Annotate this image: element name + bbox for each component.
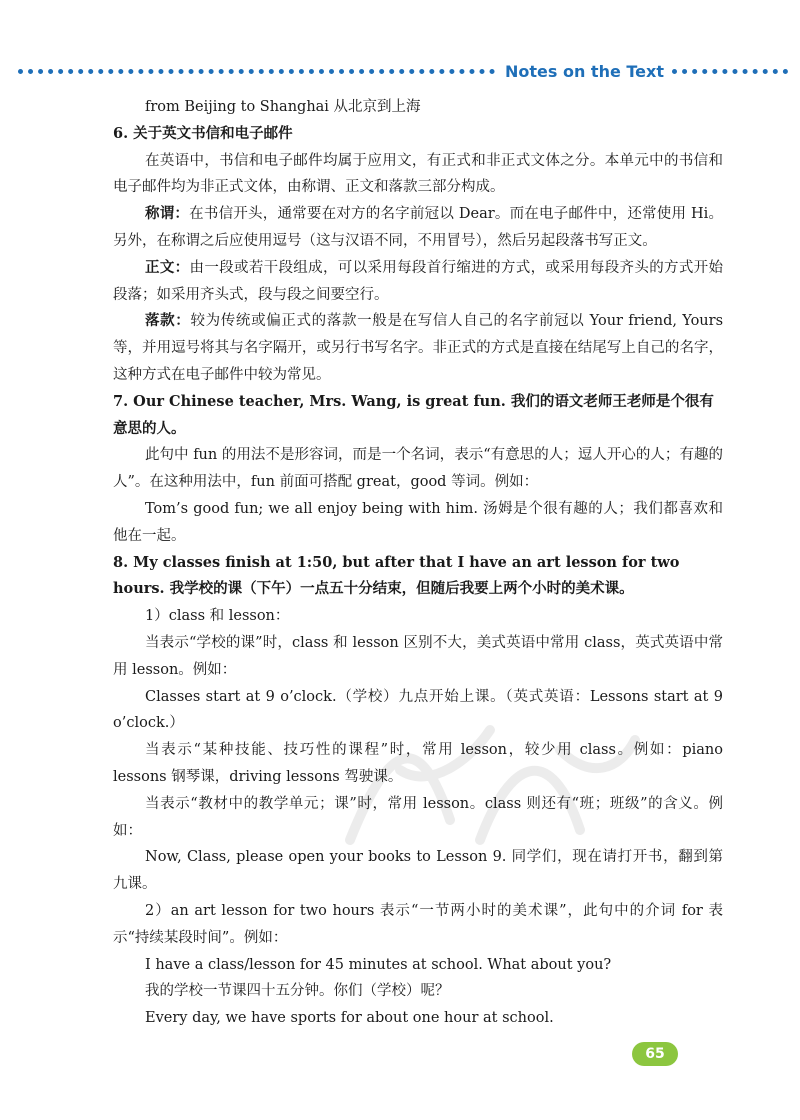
paragraph: 当表示“教材中的教学单元；课”时，常用 lesson。class 则还有“班；班级”的含义。例如： — [113, 795, 723, 839]
term-label: 落款： — [145, 312, 191, 330]
example-line: Tom’s good fun; we all enjoy being with him. 汤姆是个很有趣的人；我们都喜欢和他在一起。 — [113, 500, 723, 544]
paragraph — [113, 308, 723, 388]
term-label: 称谓： — [145, 205, 190, 223]
section-heading-7: 7. Our Chinese teacher, Mrs. Wang, is great fun. 我们的语文老师王老师是个很有意思的人。 — [113, 392, 714, 437]
header-dotted-rule-left — [18, 69, 495, 74]
running-header — [18, 58, 788, 84]
paragraph: 此句中 fun 的用法不是形容词，而是一个名词，表示“有意思的人；逗人开心的人；有趣的人”。在这种用法中，fun 前面可搭配 great，good 等词。例如： — [113, 447, 723, 491]
paragraph: 1）class 和 lesson： — [145, 608, 290, 625]
example-line: 我的学校一节课四十五分钟。你们（学校）呢？ — [145, 983, 450, 1000]
example-line: from Beijing to Shanghai 从北京到上海 — [145, 99, 421, 115]
term-text: 在书信开头，通常要在对方的名字前冠以 Dear。而在电子邮件中，还常使用 Hi。另外，在称谓之后应使用逗号（这与汉语不同，不用冒号），然后另起段落书写正文。 — [113, 206, 724, 249]
paragraph: 在英语中，书信和电子邮件均属于应用文，有正式和非正式文体之分。本单元中的书信和电子邮件均为非正式文体，由称谓、正文和落款三部分构成。 — [113, 152, 723, 196]
paragraph: 2）an art lesson for two hours 表示“一节两小时的美术课”，此句中的介词 for 表示“持续某段时间”。例如： — [113, 902, 723, 946]
header-dotted-rule-right — [672, 69, 788, 74]
paragraph: 当表示“某种技能、技巧性的课程”时，常用 lesson，较少用 class。例如：piano lessons 钢琴课，driving lessons 驾驶课。 — [113, 742, 723, 785]
paragraph — [113, 201, 723, 255]
term-label: 正文： — [145, 258, 190, 276]
paragraph: 当表示“学校的课”时，class 和 lesson 区别不大，美式英语中常用 class，英式英语中常用 lesson。例如： — [113, 634, 723, 678]
example-line: Classes start at 9 o’clock.（学校）九点开始上课。（英式英语：Lessons start at 9 o’clock.） — [113, 688, 723, 732]
term-text: 较为传统或偏正式的落款一般是在写信人自己的名字前冠以 Your friend, Yours 等，并用逗号将其与名字隔开，或另行书写名字。非正式的方式是直接在结尾写上自己的名字，这种方式在电子邮件中较为常见。 — [113, 313, 724, 383]
term-text: 由一段或若干段组成，可以采用每段首行缩进的方式，或采用每段齐头的方式开始段落；如采用齐头式，段与段之间要空行。 — [113, 259, 724, 303]
example-line: Now, Class, please open your books to Lesson 9. 同学们，现在请打开书，翻到第九课。 — [113, 849, 723, 893]
section-heading-8: 8. My classes finish at 1:50, but after that I have an art lesson for two hours. 我学校的课（下午）一点五十分结束，但随后我要上两个小时的美术课。 — [113, 553, 680, 598]
notes-body — [113, 94, 723, 1032]
page-number-badge: 65 — [632, 1042, 678, 1066]
header-title: Notes on the Text — [505, 61, 664, 81]
example-line: I have a class/lesson for 45 minutes at school. What about you? — [145, 956, 612, 973]
section-heading-6: 6. 关于英文书信和电子邮件 — [113, 124, 293, 142]
paragraph — [113, 255, 723, 309]
example-line: Every day, we have sports for about one hour at school. — [145, 1010, 554, 1027]
